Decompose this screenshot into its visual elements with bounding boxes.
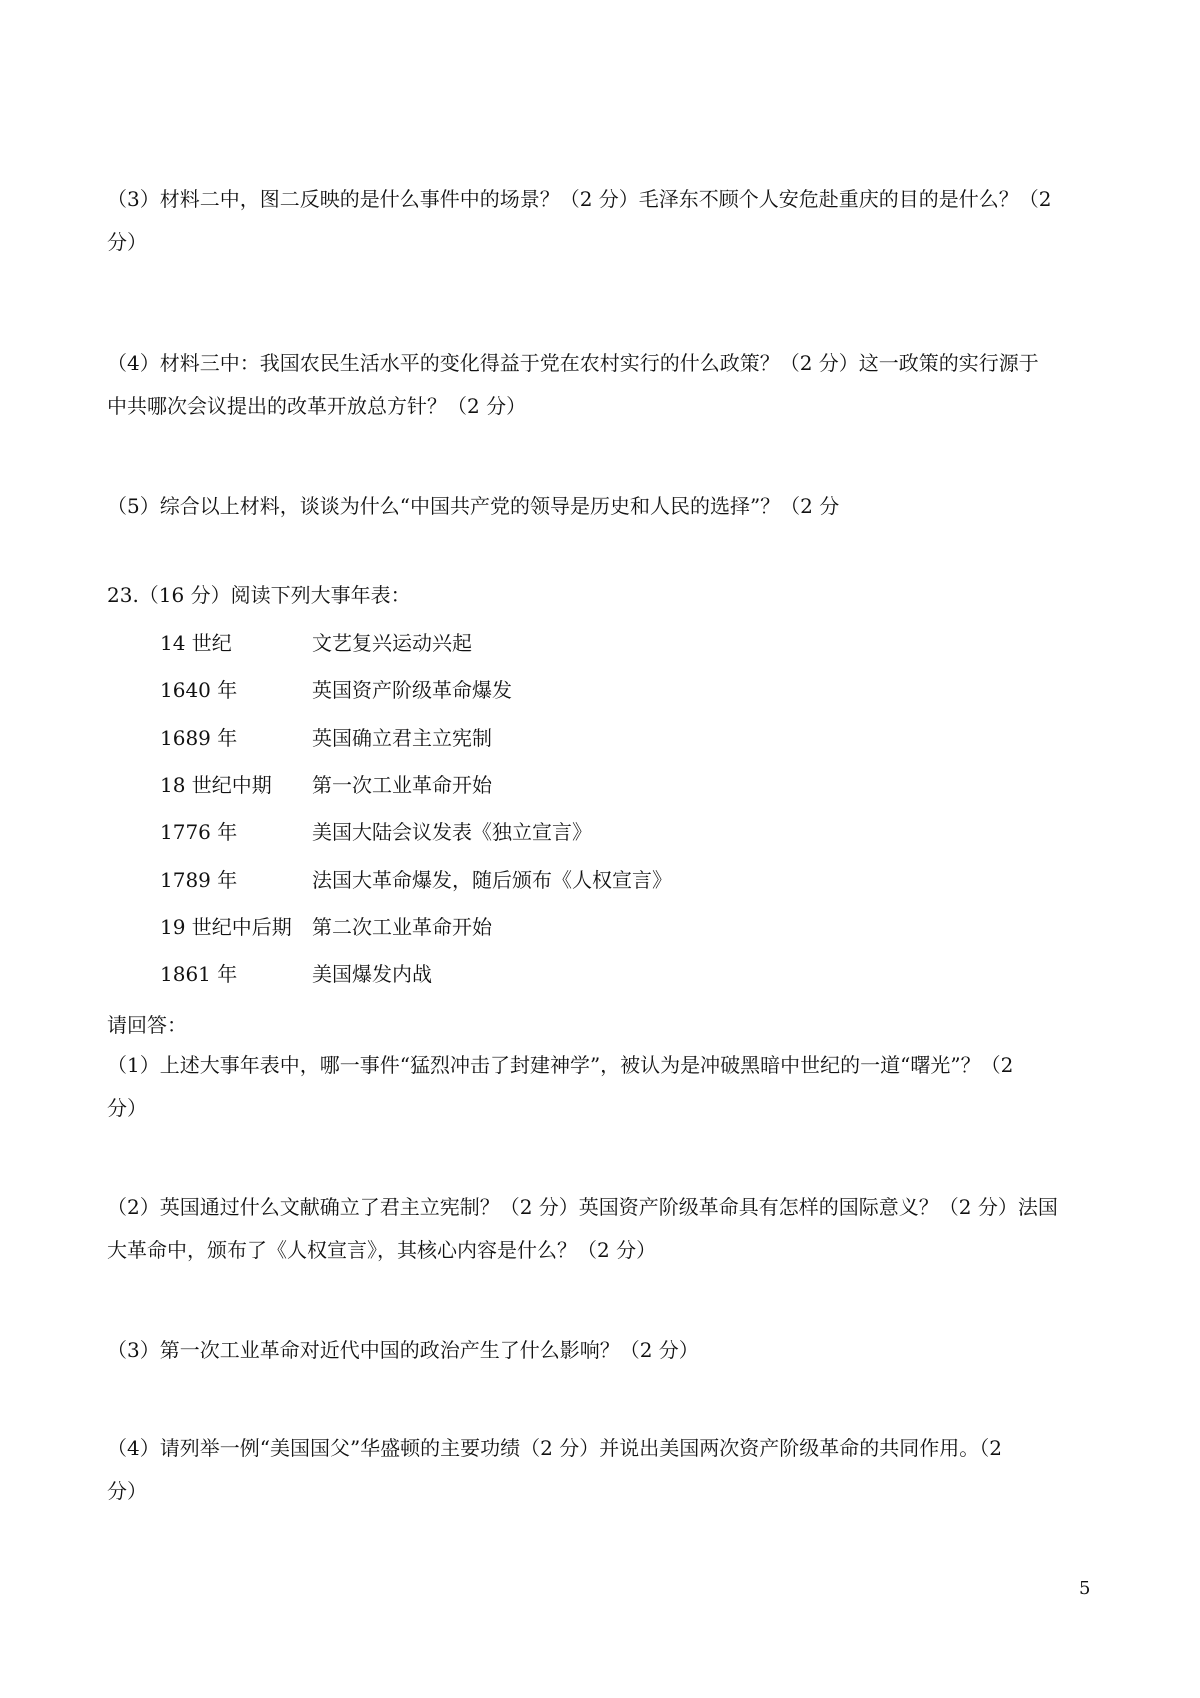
timeline-year: 18 世纪中期: [160, 773, 272, 798]
timeline-year: 1861 年: [160, 962, 238, 987]
question-text: 分）: [107, 230, 147, 254]
question-text: 中共哪次会议提出的改革开放总方针？（2 分）: [107, 394, 527, 418]
timeline-event: 法国大革命爆发，随后颁布《人权宣言》: [312, 867, 672, 892]
question-text: （4）请列举一例“美国国父”华盛顿的主要功绩（2 分）并说出美国两次资产阶级革命的共同作用。（2: [107, 1436, 1002, 1460]
question-23-1: [107, 1044, 1102, 1130]
question-text: （4）材料三中：我国农民生活水平的变化得益于党在农村实行的什么政策？（2 分）这一政策的实行源于: [107, 351, 1039, 375]
timeline-row: [160, 665, 672, 712]
question-text: （3）材料二中，图二反映的是什么事件中的场景？（2 分）毛泽东不顾个人安危赴重庆的目的是什么？（2: [107, 187, 1052, 211]
question-text: （2）英国通过什么文献确立了君主立宪制？（2 分）英国资产阶级革命具有怎样的国际意义？（2 分）法国: [107, 1195, 1058, 1219]
timeline-year: 1776 年: [160, 820, 238, 845]
timeline-event: 美国大陆会议发表《独立宣言》: [312, 820, 592, 845]
question-23-2: [107, 1186, 1102, 1272]
question-23-heading: 23.（16 分）阅读下列大事年表：: [107, 583, 411, 607]
timeline-year: 1689 年: [160, 725, 238, 750]
question-text: 分）: [107, 1479, 147, 1503]
question-23-3: [107, 1329, 1102, 1372]
question-text: 分）: [107, 1096, 147, 1120]
timeline-event: 文艺复兴运动兴起: [312, 631, 472, 656]
timeline-row: [160, 854, 672, 901]
timeline-year: 1640 年: [160, 678, 238, 703]
timeline-row: [160, 902, 672, 949]
timeline-event: 美国爆发内战: [312, 962, 432, 987]
question-23-4: [107, 1427, 1102, 1513]
timeline-year: 14 世纪: [160, 631, 232, 656]
timeline-row: [160, 807, 672, 854]
timeline-year: 1789 年: [160, 867, 238, 892]
events-timeline: [160, 618, 672, 996]
timeline-row: [160, 618, 672, 665]
timeline-row: [160, 760, 672, 807]
question-text: （5）综合以上材料，谈谈为什么“中国共产党的领导是历史和人民的选择”？（2 分: [107, 494, 840, 518]
answer-prompt: 请回答：: [107, 1013, 187, 1037]
timeline-year: 19 世纪中后期: [160, 914, 292, 939]
question-22-4: [107, 342, 1102, 428]
timeline-event: 英国确立君主立宪制: [312, 725, 492, 750]
timeline-event: 第二次工业革命开始: [312, 914, 492, 939]
question-text: （3）第一次工业革命对近代中国的政治产生了什么影响？（2 分）: [107, 1338, 699, 1362]
timeline-event: 英国资产阶级革命爆发: [312, 678, 512, 703]
question-text: （1）上述大事年表中，哪一事件“猛烈冲击了封建神学”，被认为是冲破黑暗中世纪的一道“曙光”？（2: [107, 1053, 1014, 1077]
timeline-row: [160, 713, 672, 760]
timeline-event: 第一次工业革命开始: [312, 773, 492, 798]
question-22-5: [107, 485, 1102, 528]
question-22-3: [107, 178, 1102, 264]
page-number: 5: [1079, 1578, 1091, 1599]
timeline-row: [160, 949, 672, 996]
question-text: 大革命中，颁布了《人权宣言》，其核心内容是什么？（2 分）: [107, 1238, 657, 1262]
